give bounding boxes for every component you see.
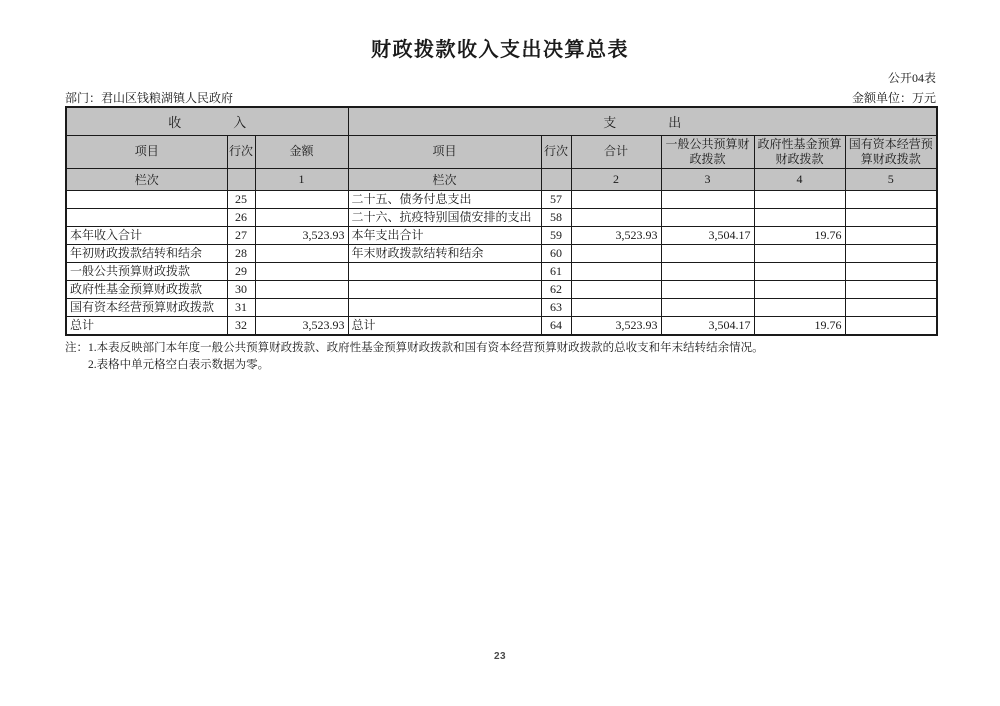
income-line-cell: 30 (227, 280, 255, 298)
total-cell (571, 190, 661, 208)
state-capital-cell (845, 316, 937, 335)
income-amount-cell (255, 262, 348, 280)
colindex-income-amount: 1 (255, 168, 348, 190)
state-capital-cell (845, 244, 937, 262)
note-line: 注：1.本表反映部门本年度一般公共预算财政拨款、政府性基金预算财政拨款和国有资本经营预算财政拨款的总收支和年末结转结余情况。 (65, 341, 764, 354)
table-notes (65, 340, 1000, 376)
income-amount-cell: 3,523.93 (255, 226, 348, 244)
colindex-income-line (227, 168, 255, 190)
gov-fund-cell (754, 208, 845, 226)
expense-line-cell: 64 (541, 316, 571, 335)
colindex-income-item: 栏次 (66, 168, 227, 190)
income-item-cell: 一般公共预算财政拨款 (66, 262, 227, 280)
gov-fund-cell (754, 244, 845, 262)
income-amount-cell (255, 280, 348, 298)
income-amount-cell (255, 190, 348, 208)
expense-item-cell: 年末财政拨款结转和结余 (348, 244, 541, 262)
expense-item-cell: 二十六、抗疫特别国债安排的支出 (348, 208, 541, 226)
colindex-total: 2 (571, 168, 661, 190)
col-header-income-amount: 金额 (255, 135, 348, 168)
gov-fund-cell: 19.76 (754, 226, 845, 244)
table-row (66, 280, 937, 298)
state-capital-cell (845, 298, 937, 316)
gov-fund-cell (754, 280, 845, 298)
table-row (66, 226, 937, 244)
col-header-general-budget: 一般公共预算财政拨款 (661, 135, 754, 168)
total-cell (571, 280, 661, 298)
table-row (66, 208, 937, 226)
expense-item-cell: 二十五、债务付息支出 (348, 190, 541, 208)
total-cell (571, 298, 661, 316)
total-cell (571, 208, 661, 226)
gov-fund-cell (754, 262, 845, 280)
income-line-cell: 27 (227, 226, 255, 244)
income-amount-cell: 3,523.93 (255, 316, 348, 335)
page-number: 23 (493, 651, 507, 662)
table-row (66, 298, 937, 316)
section-header-row (66, 107, 937, 135)
expense-line-cell: 63 (541, 298, 571, 316)
income-item-cell: 年初财政拨款结转和结余 (66, 244, 227, 262)
income-item-cell (66, 190, 227, 208)
colindex-general-budget: 3 (661, 168, 754, 190)
general-budget-cell (661, 280, 754, 298)
expense-item-cell: 总计 (348, 316, 541, 335)
col-header-total: 合计 (571, 135, 661, 168)
expense-line-cell: 62 (541, 280, 571, 298)
column-index-row (66, 168, 937, 190)
table-row (66, 262, 937, 280)
general-budget-cell (661, 190, 754, 208)
expense-item-cell (348, 280, 541, 298)
income-amount-cell (255, 298, 348, 316)
expense-line-cell: 59 (541, 226, 571, 244)
income-item-cell: 总计 (66, 316, 227, 335)
income-line-cell: 31 (227, 298, 255, 316)
income-item-cell: 本年收入合计 (66, 226, 227, 244)
column-header-row (66, 135, 937, 168)
general-budget-cell (661, 298, 754, 316)
general-budget-cell: 3,504.17 (661, 316, 754, 335)
state-capital-cell (845, 280, 937, 298)
general-budget-cell (661, 208, 754, 226)
colindex-expense-item: 栏次 (348, 168, 541, 190)
col-header-expense-item: 项目 (348, 135, 541, 168)
total-cell (571, 262, 661, 280)
expense-section-header: 支 出 (348, 107, 937, 135)
general-budget-cell: 3,504.17 (661, 226, 754, 244)
department-label: 部门：君山区钱粮湖镇人民政府 (65, 91, 234, 105)
note-line: 2.表格中单元格空白表示数据为零。 (88, 359, 270, 372)
general-budget-cell (661, 244, 754, 262)
income-item-cell (66, 208, 227, 226)
income-item-cell: 国有资本经营预算财政拨款 (66, 298, 227, 316)
table-code-label: 公开04表 (887, 71, 936, 85)
fiscal-summary-table (65, 106, 938, 336)
col-header-expense-line: 行次 (541, 135, 571, 168)
expense-item-cell (348, 298, 541, 316)
unit-label: 金额单位：万元 (851, 91, 936, 105)
income-section-header: 收 入 (66, 107, 348, 135)
income-line-cell: 26 (227, 208, 255, 226)
total-cell: 3,523.93 (571, 226, 661, 244)
col-header-state-capital: 国有资本经营预算财政拨款 (845, 135, 937, 168)
page-title: 财政拨款收入支出决算总表 (371, 39, 629, 61)
state-capital-cell (845, 226, 937, 244)
income-line-cell: 28 (227, 244, 255, 262)
income-line-cell: 25 (227, 190, 255, 208)
colindex-gov-fund: 4 (754, 168, 845, 190)
meta-row (65, 87, 936, 106)
expense-line-cell: 58 (541, 208, 571, 226)
col-header-income-item: 项目 (66, 135, 227, 168)
general-budget-cell (661, 262, 754, 280)
expense-line-cell: 61 (541, 262, 571, 280)
expense-line-cell: 60 (541, 244, 571, 262)
income-line-cell: 29 (227, 262, 255, 280)
income-amount-cell (255, 208, 348, 226)
total-cell: 3,523.93 (571, 316, 661, 335)
state-capital-cell (845, 262, 937, 280)
expense-item-cell (348, 262, 541, 280)
colindex-state-capital: 5 (845, 168, 937, 190)
gov-fund-cell (754, 190, 845, 208)
gov-fund-cell: 19.76 (754, 316, 845, 335)
income-item-cell: 政府性基金预算财政拨款 (66, 280, 227, 298)
table-row (66, 316, 937, 335)
expense-line-cell: 57 (541, 190, 571, 208)
colindex-expense-line (541, 168, 571, 190)
gov-fund-cell (754, 298, 845, 316)
table-row (66, 190, 937, 208)
expense-item-cell: 本年支出合计 (348, 226, 541, 244)
total-cell (571, 244, 661, 262)
income-amount-cell (255, 244, 348, 262)
col-header-gov-fund: 政府性基金预算财政拨款 (754, 135, 845, 168)
state-capital-cell (845, 208, 937, 226)
state-capital-cell (845, 190, 937, 208)
income-line-cell: 32 (227, 316, 255, 335)
col-header-income-line: 行次 (227, 135, 255, 168)
table-row (66, 244, 937, 262)
